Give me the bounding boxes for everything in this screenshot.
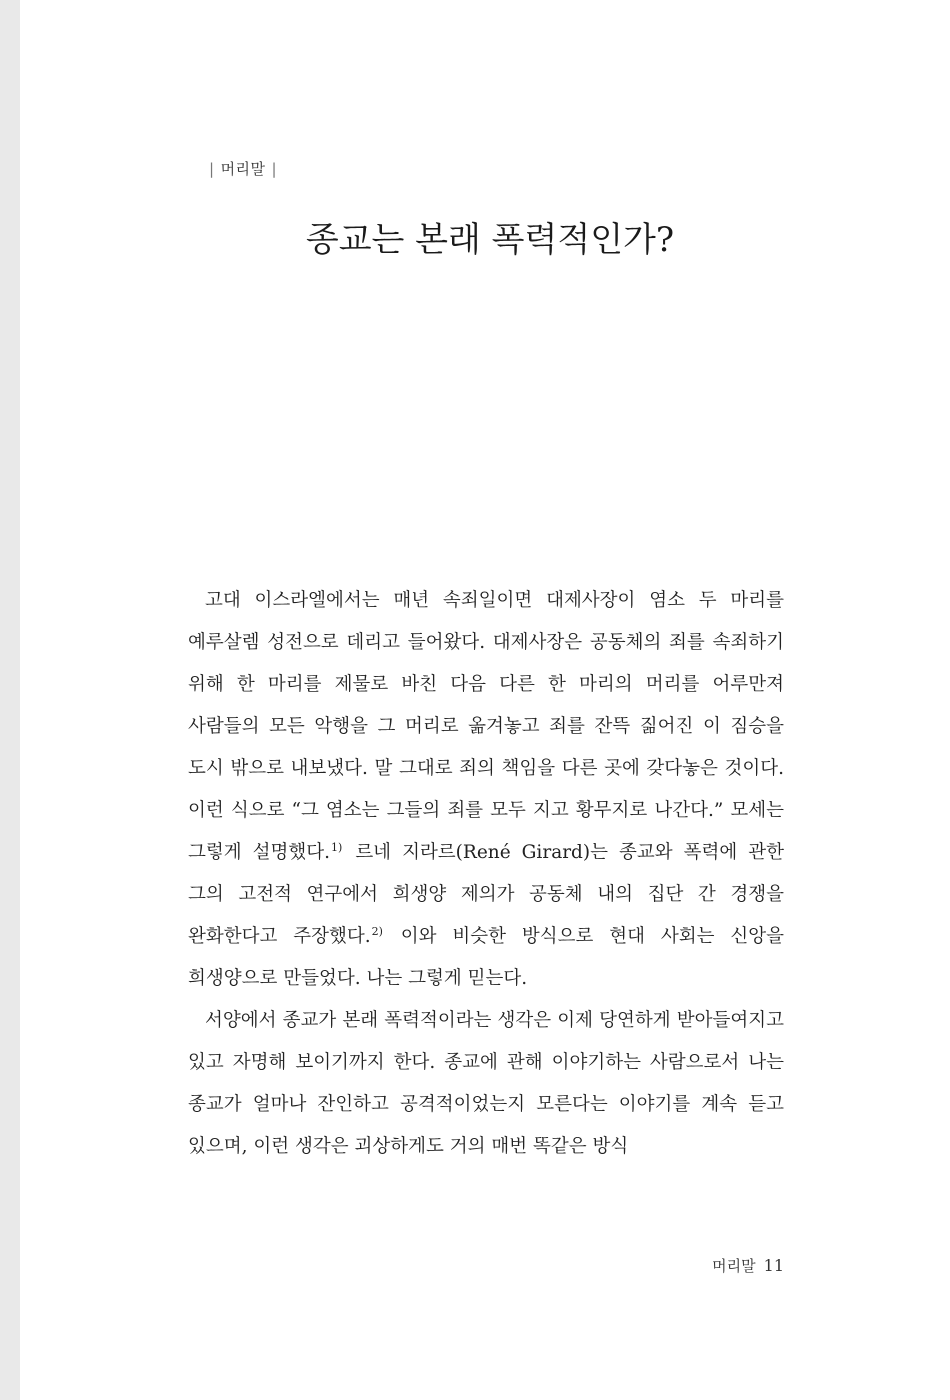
footnote-marker-2[interactable]: 2) [371, 924, 383, 938]
section-label-text: 머리말 [220, 160, 266, 178]
paragraph-1-part-2: 르네 지라르(René Girard)는 종교와 폭력에 관한 그의 고전적 연구에서 희생양 제의가 공동체 내의 집단 간 경쟁을 완화한다고 주장했다. [188, 842, 784, 947]
footnote-marker-1[interactable]: 1) [331, 840, 343, 854]
running-head: 머리말 [712, 1257, 756, 1275]
paragraph-1 [188, 580, 784, 1000]
section-label [203, 158, 283, 179]
page-number: 11 [763, 1256, 784, 1275]
paragraph-2: 서양에서 종교가 본래 폭력적이라는 생각은 이제 당연하게 받아들여지고 있고 자명해 보이기까지 한다. 종교에 관해 이야기하는 사람으로서 나는 종교가 얼마나 잔인하고 공격적이었는지 모른다는 이야기를 계속 듣고 있으며, 이런 생각은 괴상하게도 거의 매번 똑같은 방식 [188, 1010, 784, 1157]
page-footer [712, 1255, 784, 1276]
body-text [188, 580, 784, 1168]
section-label-bar-right: | [271, 160, 278, 178]
page-binding-edge [0, 0, 20, 1400]
section-label-bar-left: | [209, 160, 215, 178]
chapter-title: 종교는 본래 폭력적인가? [305, 220, 675, 260]
paragraph-1-part-3: 이와 비슷한 방식으로 현대 사회는 신앙을 희생양으로 만들었다. 나는 그렇게 믿는다. [188, 926, 784, 989]
paragraph-1-part-1: 고대 이스라엘에서는 매년 속죄일이면 대제사장이 염소 두 마리를 예루살렘 성전으로 데리고 들어왔다. 대제사장은 공동체의 죄를 속죄하기 위해 한 마리를 제물로 바친 다음 다른 한 마리의 머리를 어루만져 사람들의 모든 악행을 그 머리로 옮겨놓고 죄를 잔뜩 짊어진 이 짐승을 도시 밖으로 내보냈다. 말 그대로 죄의 책임을 다른 곳에 갖다놓은 것이다. 이런 식으로 “그 염소는 그들의 죄를 모두 지고 황무지로 나간다.” 모세는 그렇게 설명했다. [188, 590, 784, 863]
